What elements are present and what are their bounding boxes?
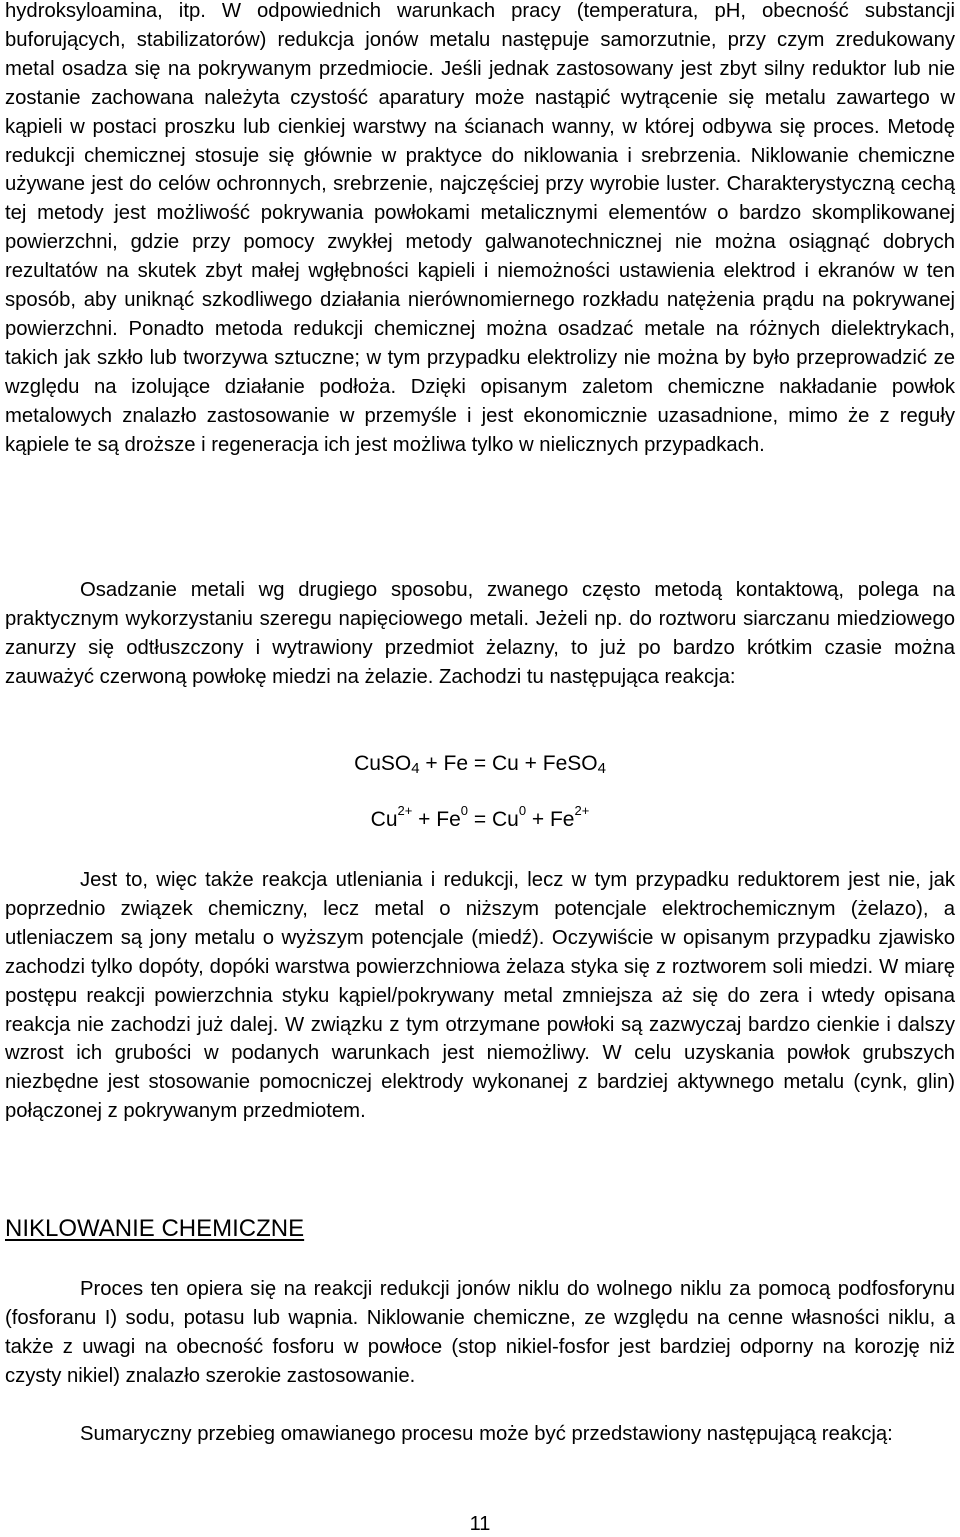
eq1-part-a: CuSO bbox=[354, 752, 412, 775]
eq2-sup-b: 0 bbox=[460, 803, 469, 818]
paragraph-nickel-process: Proces ten opiera się na reakcji redukcji jonów niklu do wolnego niklu za pomocą podfosforynu (fosforanu I) sodu, potasu lub wapnia. Niklowanie chemiczne, ze względu na cenne własności niklu, a także z uwagi na obecność fosforu w powłoce (stop nikiel-fosfor jest bardziej odporny na korozję niż czysty nikiel) znalazło szerokie zastosowanie. bbox=[5, 1278, 955, 1387]
equation-ionic bbox=[0, 803, 960, 834]
eq2-part-a: Cu bbox=[370, 808, 398, 831]
eq2-sup-a: 2+ bbox=[397, 803, 413, 818]
section-heading: NIKLOWANIE CHEMICZNE bbox=[5, 1215, 305, 1242]
eq1-part-b: + Fe = Cu + FeSO bbox=[419, 752, 598, 775]
paragraph-contact-method: Osadzanie metali wg drugiego sposobu, zwanego często metodą kontaktową, polega na praktycznym wykorzystaniu szeregu napięciowego metali. Jeżeli np. do roztworu siarczanu miedziowego zanurzy się odtłuszczony i wytrawiony przedmiot żelazny, to już po bardzo krótkim czasie można zauważyć czerwoną powłokę miedzi na żelazie. Zachodzi tu następująca reakcja: bbox=[5, 579, 955, 688]
page-number: 11 bbox=[469, 1513, 491, 1535]
eq2-sup-c: 0 bbox=[518, 803, 527, 818]
paragraph-redox-explanation: Jest to, więc także reakcja utleniania i redukcji, lecz w tym przypadku reduktorem jest nie, jak poprzednio związek chemiczny, lecz metal o niższym potencjale elektrochemicznym (żelazo), a utleniaczem są jony metalu o wyższym potencjale (miedź). Oczywiście w opisanym przypadku zjawisko zachodzi tylko dopóty, dopóki warstwa powierzchniowa żelaza styka się z roztworem soli miedzi. W miarę postępu reakcji powierzchnia styku kąpiel/pokrywany metal zmniejsza aż się do zera i wtedy opisana reakcja nie zachodzi już dalej. W związku z tym otrzymane powłoki są zazwyczaj bardzo cienkie i dalszy wzrost ich grubości w podanych warunkach jest niemożliwy. W celu uzyskania powłok grubszych niezbędne jest stosowanie pomocniczej elektrody wykonanej z bardziej aktywnego metalu (cynk, glin) połączonej z pokrywanym przedmiotem. bbox=[5, 869, 955, 1123]
eq2-part-d: + Fe bbox=[526, 808, 575, 831]
paragraph-chemical-reduction: hydroksyloamina, itp. W odpowiednich warunkach pracy (temperatura, pH, obecność substancji buforujących, stabilizatorów) redukcja jonów metalu następuje samorzutnie, przy czym zredukowany metal osadza się na pokrywanym przedmiocie. Jeśli jednak zastosowany jest zbyt silny reduktor lub nie zostanie zachowana należyta czystość aparatury może nastąpić wytrącenie się metalu zawartego w kąpieli w postaci proszku lub cienkiej warstwy na ścianach wanny, w której odbywa się proces. Metodę redukcji chemicznej stosuje się głównie w praktyce do niklowania i srebrzenia. Niklowanie chemiczne używane jest do celów ochronnych, srebrzenie, najczęściej przy wyrobie luster. Charakterystyczną cechą tej metody jest możliwość pokrywania powłokami metalicznymi elementów o bardzo skomplikowanej powierzchni, gdzie przy pomocy zwykłej metody galwanotechnicznej nie można osiągnąć dobrych rezultatów na skutek zbyt małej wgłębności kąpieli i niemożności ustawienia elektrod i ekranów w ten sposób, aby uniknąć szkodliwego działania nierównomiernego rozkładu natężenia prądu na pokrywanej powierzchni. Ponadto metoda redukcji chemicznej można osadzać metale na różnych dielektrykach, takich jak szkło lub tworzywa sztuczne; w tym przypadku elektrolizy nie można by było przeprowadzić ze względu na izolujące działanie podłoża. Dzięki opisanym zaletom chemiczne nakładanie powłok metalowych znalazło zastosowanie w przemyśle i jest ekonomicznie uzasadnione, mimo że z reguły kąpiele te są droższe i regeneracja ich jest możliwa tylko w nielicznych przypadkach. bbox=[5, 0, 955, 456]
eq1-sub-a: 4 bbox=[411, 760, 420, 777]
paragraph-summary-reaction: Sumaryczny przebieg omawianego procesu może być przedstawiony następującą reakcją: bbox=[80, 1423, 893, 1445]
equation-copper-sulfate-iron bbox=[0, 750, 960, 778]
eq2-sup-d: 2+ bbox=[574, 803, 590, 818]
eq2-part-c: = Cu bbox=[468, 808, 519, 831]
eq1-sub-b: 4 bbox=[597, 760, 606, 777]
eq2-part-b: + Fe bbox=[412, 808, 461, 831]
